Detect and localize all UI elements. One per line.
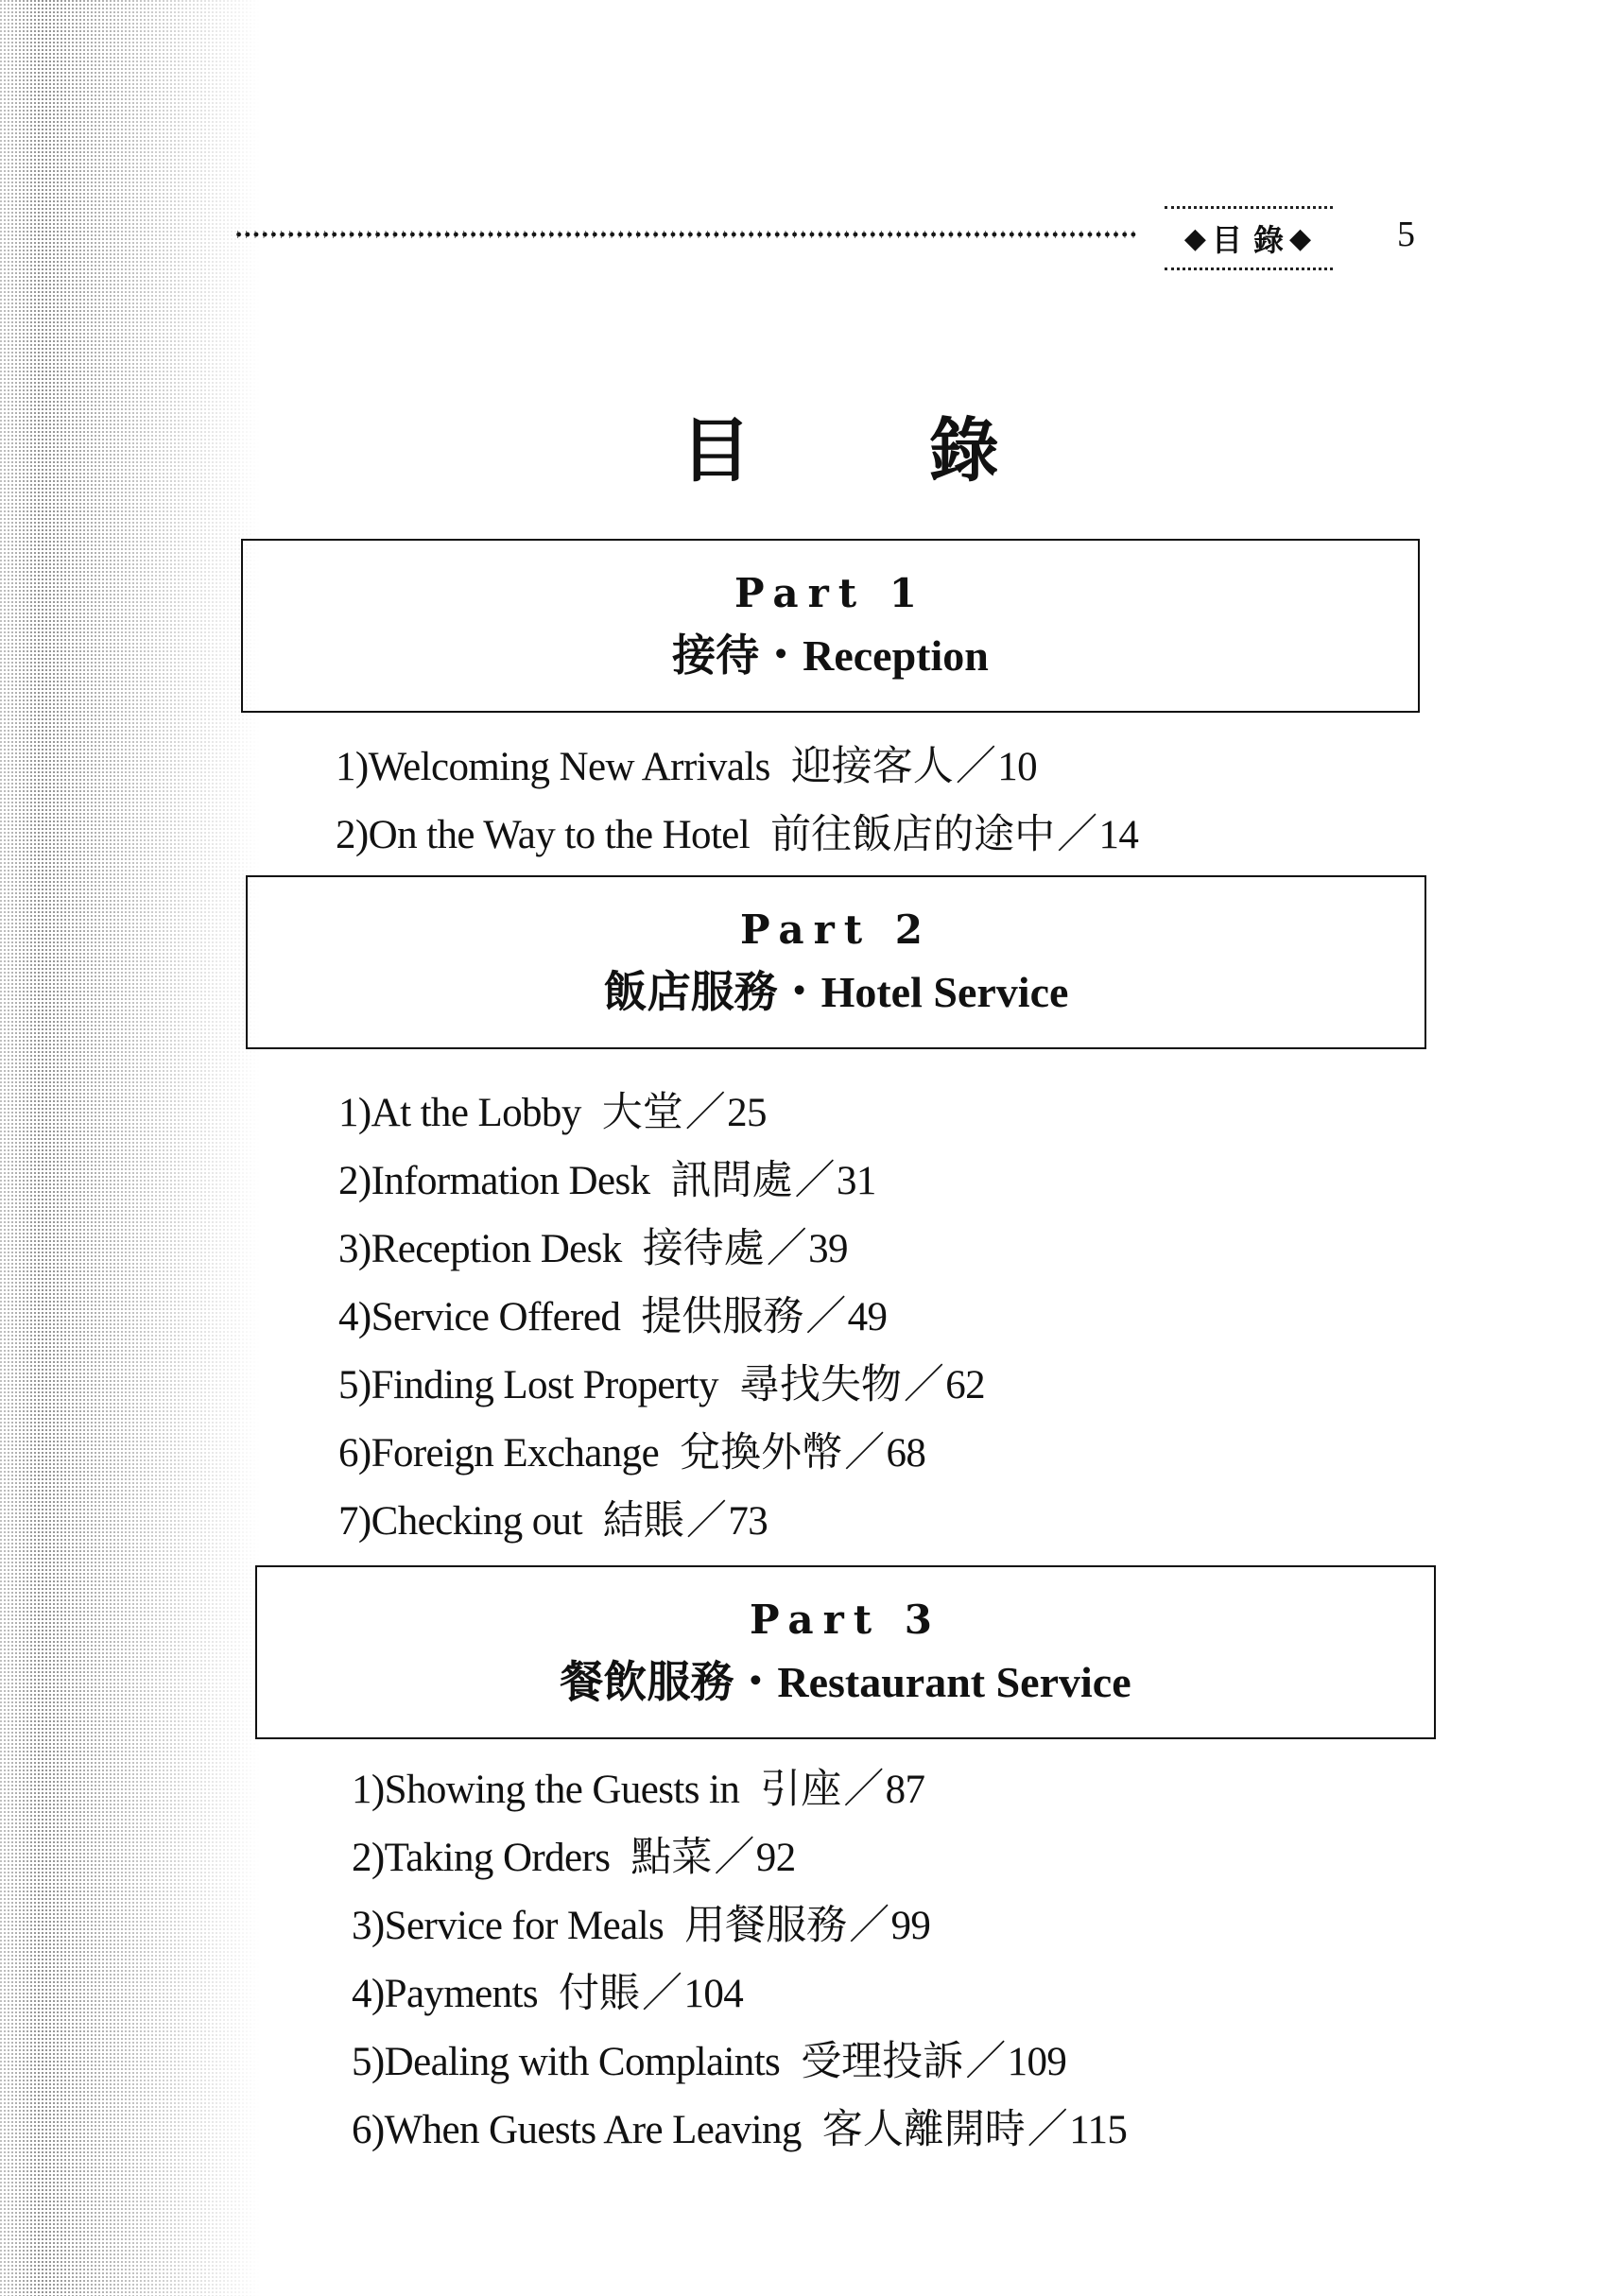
entry-title-en: Finding Lost Property [371,1363,718,1407]
part-label: Part 1 [734,570,927,616]
entry-page: 62 [945,1363,986,1407]
entry-title-en: Information Desk [371,1159,650,1203]
entry-page: 115 [1069,2108,1128,2152]
separator: ／ [903,1363,944,1407]
entry-number: 5) [338,1363,371,1407]
entry-title-zh: 前往飯店的途中 [770,813,1056,857]
toc-entry[interactable] [338,1284,985,1352]
separator: ／ [642,1972,682,2016]
entry-page: 49 [847,1295,888,1339]
separator: ／ [794,1159,835,1203]
entry-number: 6) [338,1431,371,1476]
entry-title-zh: 用餐服務 [684,1904,848,1948]
separator: ／ [1027,2108,1068,2152]
toc-entry[interactable] [338,1148,985,1216]
entry-title-en: On the Way to the Hotel [368,813,751,857]
separator: ／ [684,1091,726,1135]
toc-entry[interactable] [352,1824,1127,1892]
part-title: 飯店服務・Hotel Service [603,968,1069,1016]
running-header [1165,206,1333,270]
entry-number: 4) [352,1972,385,2016]
entry-page: 73 [728,1499,768,1544]
toc-entry[interactable] [352,2097,1127,2165]
entry-number: 3) [338,1227,371,1271]
entry-number: 7) [338,1499,371,1544]
part-label: Part 2 [739,906,933,953]
entry-number: 1) [352,1768,385,1812]
separator: ／ [955,745,996,789]
toc-entry[interactable] [338,1352,985,1420]
entry-number: 5) [352,2040,385,2084]
page-title: 目 錄 [681,413,1056,491]
part-1-heading-box [241,539,1420,713]
entry-title-zh: 結賬 [602,1499,684,1544]
entry-page: 104 [683,1972,744,2016]
entry-page: 87 [885,1768,925,1812]
entry-title-zh: 尋找失物 [738,1363,902,1407]
entry-title-zh: 引座 [760,1768,842,1812]
entry-title-zh: 點菜 [630,1836,713,1880]
separator: ／ [844,1431,885,1476]
entry-number: 6) [352,2108,385,2152]
entry-title-zh: 迎接客人 [790,745,954,789]
entry-title-zh: 大堂 [601,1091,683,1135]
entry-title-en: Foreign Exchange [371,1431,660,1476]
toc-entry[interactable] [352,1756,1127,1824]
separator: ／ [843,1768,884,1812]
toc-entry[interactable] [336,802,1138,870]
toc-entry[interactable] [336,734,1138,802]
entry-title-en: When Guests Are Leaving [384,2108,802,2152]
running-header-text: 目 錄 [1211,223,1286,257]
entry-title-en: At the Lobby [371,1091,581,1135]
entry-title-en: Checking out [371,1499,582,1544]
page-gutter-shadow [0,0,260,2296]
entry-number: 2) [338,1159,371,1203]
entry-title-en: Service Offered [371,1295,621,1339]
entry-title-en: Service for Meals [384,1904,665,1948]
part-2-contents [338,1079,985,1556]
toc-entry[interactable] [352,2028,1127,2097]
entry-page: 10 [997,745,1038,789]
entry-page: 25 [727,1091,767,1135]
entry-title-zh: 訊問處 [670,1159,793,1203]
separator: ／ [685,1499,727,1544]
entry-title-en: Taking Orders [384,1836,611,1880]
entry-title-en: Reception Desk [371,1227,622,1271]
entry-title-zh: 提供服務 [641,1295,804,1339]
entry-page: 92 [755,1836,796,1880]
toc-entry[interactable] [338,1488,985,1556]
page-number: 5 [1397,215,1415,254]
entry-number: 2) [352,1836,385,1880]
part-3-heading-box [255,1565,1436,1739]
toc-entry[interactable] [352,1892,1127,1960]
part-2-heading-box [246,875,1426,1049]
part-label: Part 3 [749,1597,942,1643]
entry-title-en: Dealing with Complaints [384,2040,781,2084]
part-title: 餐飲服務・Restaurant Service [560,1658,1131,1706]
entry-page: 39 [808,1227,848,1271]
entry-number: 2) [336,813,369,857]
part-title: 接待・Reception [672,631,989,680]
separator: ／ [1057,813,1097,857]
entry-number: 4) [338,1295,371,1339]
entry-page: 14 [1098,813,1139,857]
separator: ／ [965,2040,1006,2084]
toc-entry[interactable] [338,1216,985,1284]
entry-title-zh: 受理投訴 [801,2040,964,2084]
entry-page: 99 [890,1904,931,1948]
part-3-contents [352,1756,1127,2165]
separator: ／ [849,1904,889,1948]
entry-title-zh: 兌換外幣 [680,1431,843,1476]
entry-title-zh: 客人離開時 [821,2108,1026,2152]
toc-entry[interactable] [352,1960,1127,2028]
header-ornament-rule [234,228,1137,241]
separator: ／ [714,1836,754,1880]
entry-title-zh: 付賬 [559,1972,641,2016]
entry-page: 109 [1007,2040,1067,2084]
diamond-icon: ◆ [1183,222,1208,254]
entry-number: 1) [336,745,369,789]
entry-page: 31 [836,1159,876,1203]
part-1-contents [336,734,1138,870]
entry-number: 3) [352,1904,385,1948]
entry-title-zh: 接待處 [642,1227,765,1271]
toc-entry[interactable] [338,1079,985,1148]
toc-entry[interactable] [338,1420,985,1488]
entry-title-en: Payments [384,1972,539,2016]
diamond-icon: ◆ [1289,222,1314,254]
entry-page: 68 [886,1431,926,1476]
separator: ／ [805,1295,846,1339]
separator: ／ [766,1227,807,1271]
entry-title-en: Showing the Guests in [384,1768,740,1812]
entry-number: 1) [338,1091,371,1135]
entry-title-en: Welcoming New Arrivals [368,745,770,789]
